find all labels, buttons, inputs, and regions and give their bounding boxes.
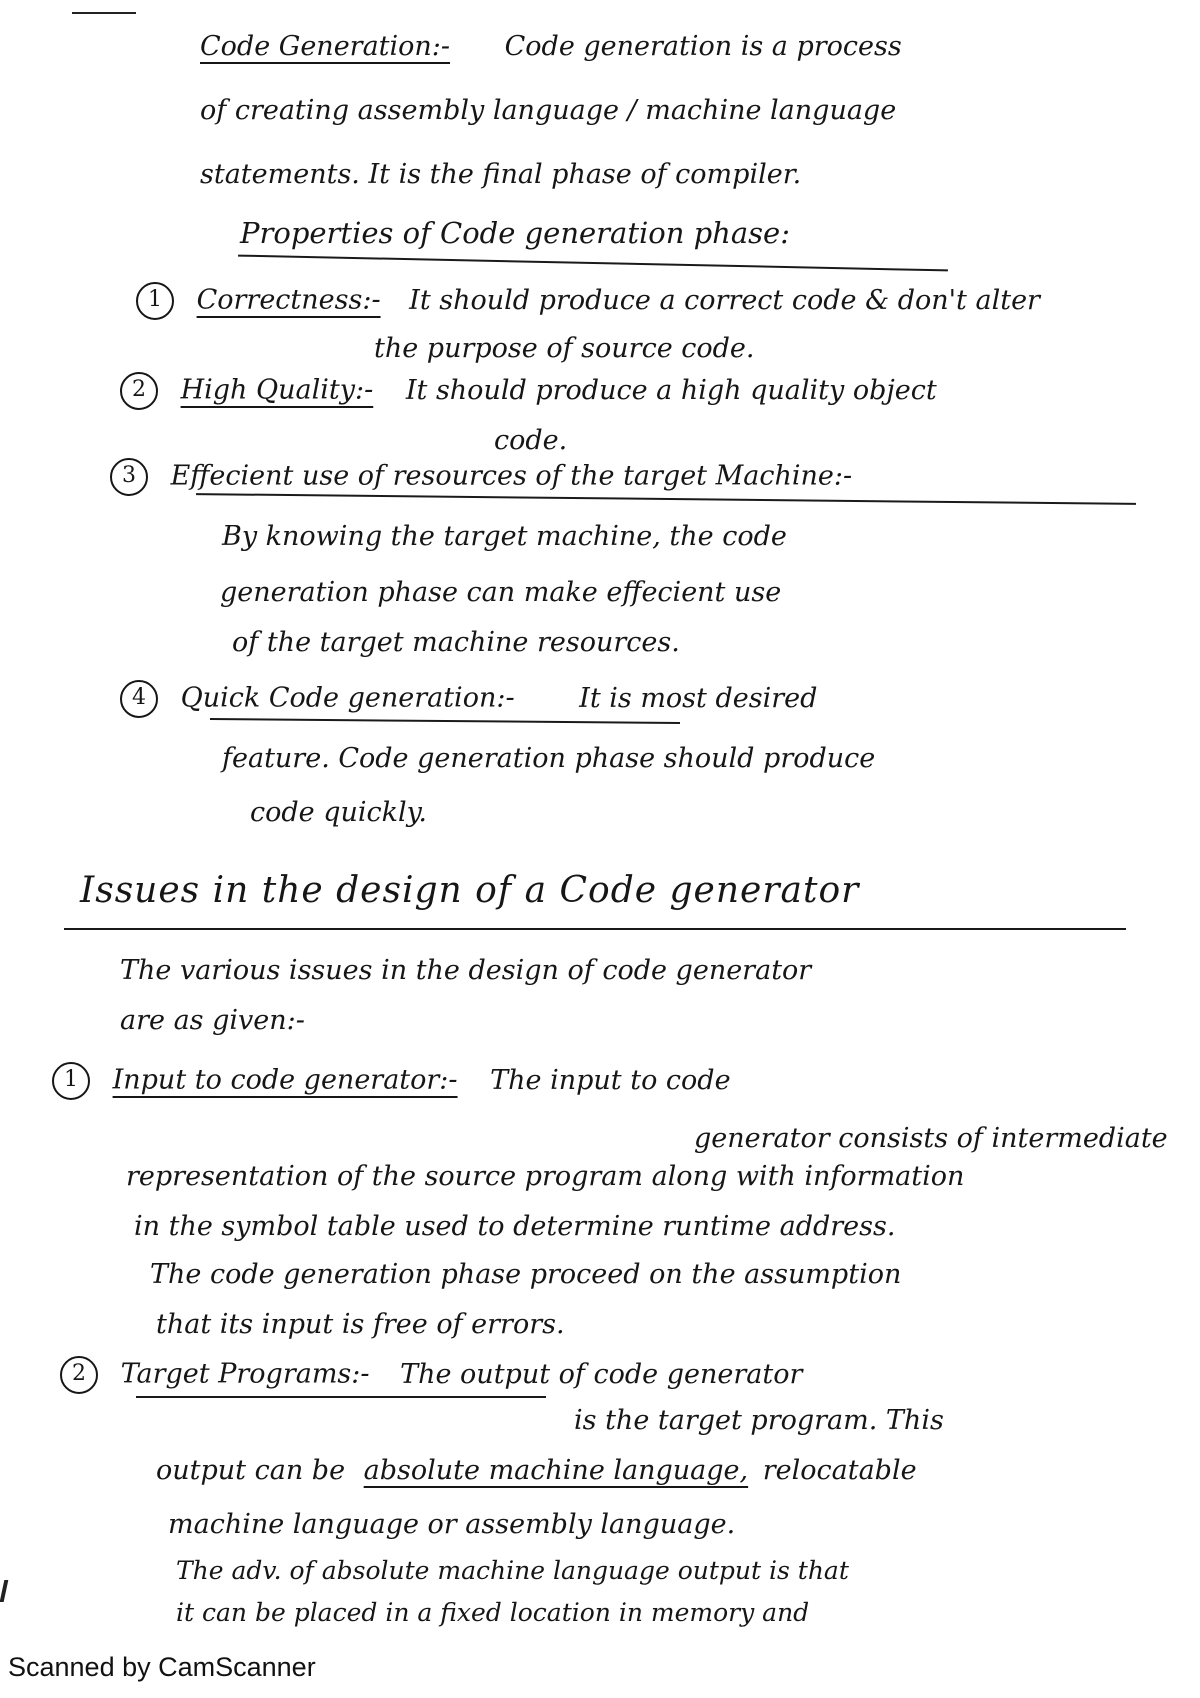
property-4-label: Quick Code generation:- [180,682,515,714]
issue-1-line-1: The input to code [490,1064,731,1096]
issue-2-label: Target Programs:- [120,1358,370,1390]
issues-intro-line-2: are as given:- [120,1005,305,1036]
intro-line-2: of creating assembly language / machine language [200,95,897,126]
property-3-number: 3 [110,458,148,496]
intro-line-1 [200,30,902,64]
issue-1-label: Input to code generator:- [112,1064,458,1096]
property-4-line-2: feature. Code generation phase should produce [222,743,876,774]
property-3 [110,458,852,496]
issue-2 [60,1356,802,1394]
property-2-line-2: code. [494,425,568,456]
issue-2-line-2: is the target program. This [574,1405,944,1436]
issue-2-line-3 [156,1454,917,1488]
issue-1-line-5: The code generation phase proceed on the assumption [150,1259,902,1290]
intro-line-1-text: Code generation is a process [504,31,902,62]
issue-2-label-underline [136,1396,546,1398]
property-1-label: Correctness:- [196,284,381,316]
issues-title: Issues in the design of a Code generator [80,870,860,911]
issue-1 [52,1062,731,1100]
issue-2-line-6: it can be placed in a fixed location in memory and [176,1598,810,1627]
scan-edge-mark-left [0,1580,8,1602]
property-2-line-1: It should produce a high quality object [405,374,937,406]
property-2 [120,372,937,410]
issue-2-line-1: The output of code generator [400,1358,803,1390]
intro-heading: Code Generation:- [200,31,451,62]
property-3-line-2: generation phase can make effecient use [220,577,782,608]
issue-1-line-4: in the symbol table used to determine runtime address. [134,1211,896,1242]
issue-1-number: 1 [52,1062,90,1100]
properties-title-underline [238,255,948,272]
intro-line-3: statements. It is the final phase of compiler. [200,159,802,190]
property-4-line-1: It is most desired [579,682,818,714]
property-3-label: Effecient use of resources of the target Machine:- [170,460,853,492]
property-4 [120,680,817,718]
issues-title-underline [64,928,1126,930]
property-3-line-1: By knowing the target machine, the code [222,521,787,552]
issue-2-line-3-pre: output can be [156,1455,346,1486]
camscanner-footer: Scanned by CamScanner [8,1652,316,1682]
property-4-number: 4 [120,680,158,718]
property-4-label-underline [210,718,680,724]
issue-1-line-6: that its input is free of errors. [156,1309,565,1340]
issue-1-line-2: generator consists of intermediate [694,1123,1168,1154]
property-1-line-2: the purpose of source code. [374,333,755,364]
property-1-line-1: It should produce a correct code & don't alter [409,284,1040,316]
issue-2-line-4: machine language or assembly language. [168,1509,736,1540]
issue-2-line-5: The adv. of absolute machine language output is that [176,1556,849,1585]
issue-2-line-3-underlined: absolute machine language, [363,1455,749,1486]
issue-1-line-3: representation of the source program along with information [126,1161,965,1192]
property-1-number: 1 [136,282,174,320]
properties-title: Properties of Code generation phase: [240,216,790,250]
property-4-line-3: code quickly. [250,797,427,828]
scan-edge-mark [72,12,136,14]
property-2-label: High Quality:- [180,374,374,406]
issues-intro-line-1: The various issues in the design of code generator [120,955,812,986]
property-1 [136,282,1040,320]
issue-2-line-3-post: relocatable [762,1455,917,1486]
property-2-number: 2 [120,372,158,410]
property-3-line-3: of the target machine resources. [232,627,680,658]
issue-2-number: 2 [60,1356,98,1394]
